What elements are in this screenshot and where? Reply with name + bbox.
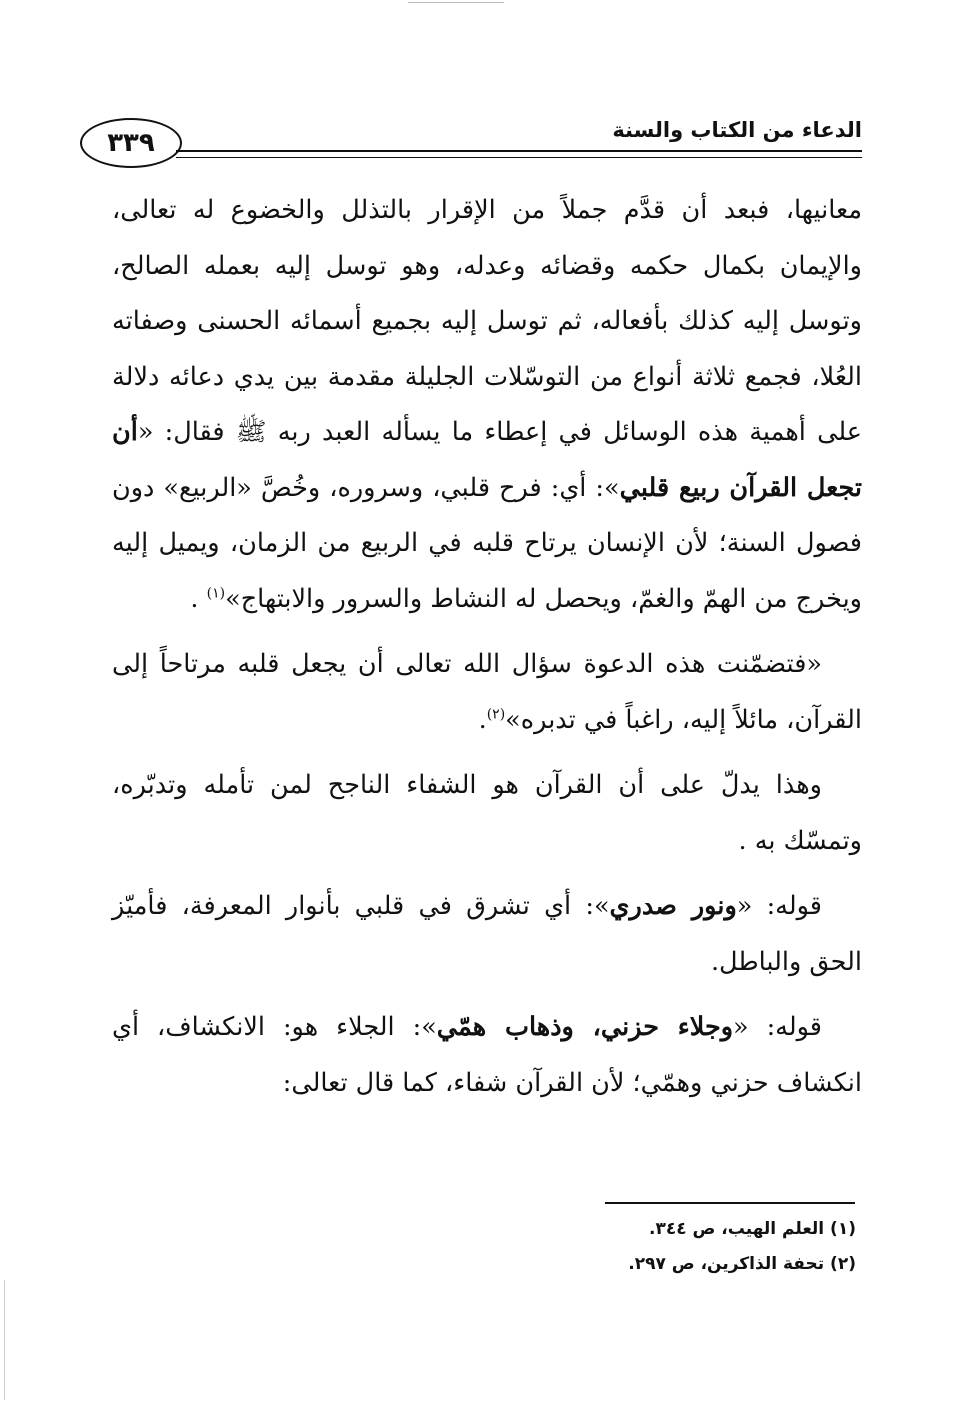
p1-text-b: »: أي: فرح قلبي، وسروره، وخُصَّ «الربيع» دون فصول السنة؛ لأن الإنسان يرتاح قلبه في الربيع من الزمان، ويميل إليه ويخرج من الهمّ والغمّ، ويحصل له النشاط والسرور والابتهاج»: [112, 472, 862, 614]
header-title: الدعاء من الكتاب والسنة: [612, 118, 862, 142]
paragraph-3: [112, 758, 862, 869]
footnote-number: (٢): [830, 1254, 856, 1274]
footnotes: [456, 1212, 856, 1282]
paragraph-2: [112, 637, 862, 748]
scan-edge-mark: [4, 1280, 5, 1400]
header-rule-thin: [176, 157, 862, 158]
footnote-number: (١): [830, 1219, 856, 1239]
paragraph-4: [112, 879, 862, 990]
p1-end: .: [190, 583, 207, 614]
main-text: [112, 183, 862, 1111]
paragraph-5: [112, 1000, 862, 1111]
footnote-ref-2: (٢): [486, 706, 506, 722]
page-number: ٣٣٩: [80, 118, 182, 168]
p5-text-b: »: الجلاء هو: الانكشاف، أي انكشاف حزني وهمّي؛ لأن القرآن شفاء، كما قال تعالى:: [112, 1012, 862, 1098]
footnote-separator: [605, 1202, 855, 1204]
p1-text-a: معانيها، فبعد أن قدَّم جملاً من الإقرار بالتذلل والخضوع له تعالى، والإيمان بكمال حكمه وقضائه وعدله، وهو توسل إليه بعمله الصالح، وتوسل إليه كذلك بأفعاله، ثم توسل إليه بجميع أسمائه الحسنى وصفاته العُلا، فجمع ثلاثة أنواع من التوسّلات الجليلة مقدمة بين يدي دعائه دلالة على أهمية هذه الوسائل في إعطاء ما يسأله العبد ربه ﷺ فقال: «: [112, 195, 862, 447]
header-rule-thick: [176, 150, 862, 152]
footnote-text: تحفة الذاكرين، ص ٢٩٧.: [628, 1254, 825, 1274]
p2-end: .: [478, 704, 487, 735]
p1-hadith-quote: أن تجعل القرآن ربيع قلبي: [112, 417, 862, 503]
footnote-2: [456, 1247, 856, 1282]
scan-artifact-line: [408, 2, 504, 3]
footnote-ref-1: (١): [206, 585, 226, 601]
p2-text: «فتضمّنت هذه الدعوة سؤال الله تعالى أن يجعل قلبه مرتاحاً إلى القرآن، مائلاً إليه، راغباً في تدبره»: [112, 649, 862, 735]
paragraph-1: [112, 183, 862, 627]
footnote-1: [456, 1212, 856, 1247]
p4-hadith-quote: ونور صدري: [609, 891, 737, 921]
p3-text: وهذا يدلّ على أن القرآن هو الشفاء الناجح لمن تأمله وتدبّره، وتمسّك به .: [112, 770, 862, 856]
footnote-text: العلم الهيب، ص ٣٤٤.: [648, 1219, 825, 1239]
p4-text-a: قوله: «: [736, 891, 822, 921]
running-header: [80, 112, 862, 188]
p4-text-b: »: أي تشرق في قلبي بأنوار المعرفة، فأميّز الحق والباطل.: [112, 891, 862, 977]
p5-text-a: قوله: «: [733, 1012, 822, 1042]
p5-hadith-quote: وجلاء حزني، وذهاب همّي: [436, 1012, 734, 1042]
